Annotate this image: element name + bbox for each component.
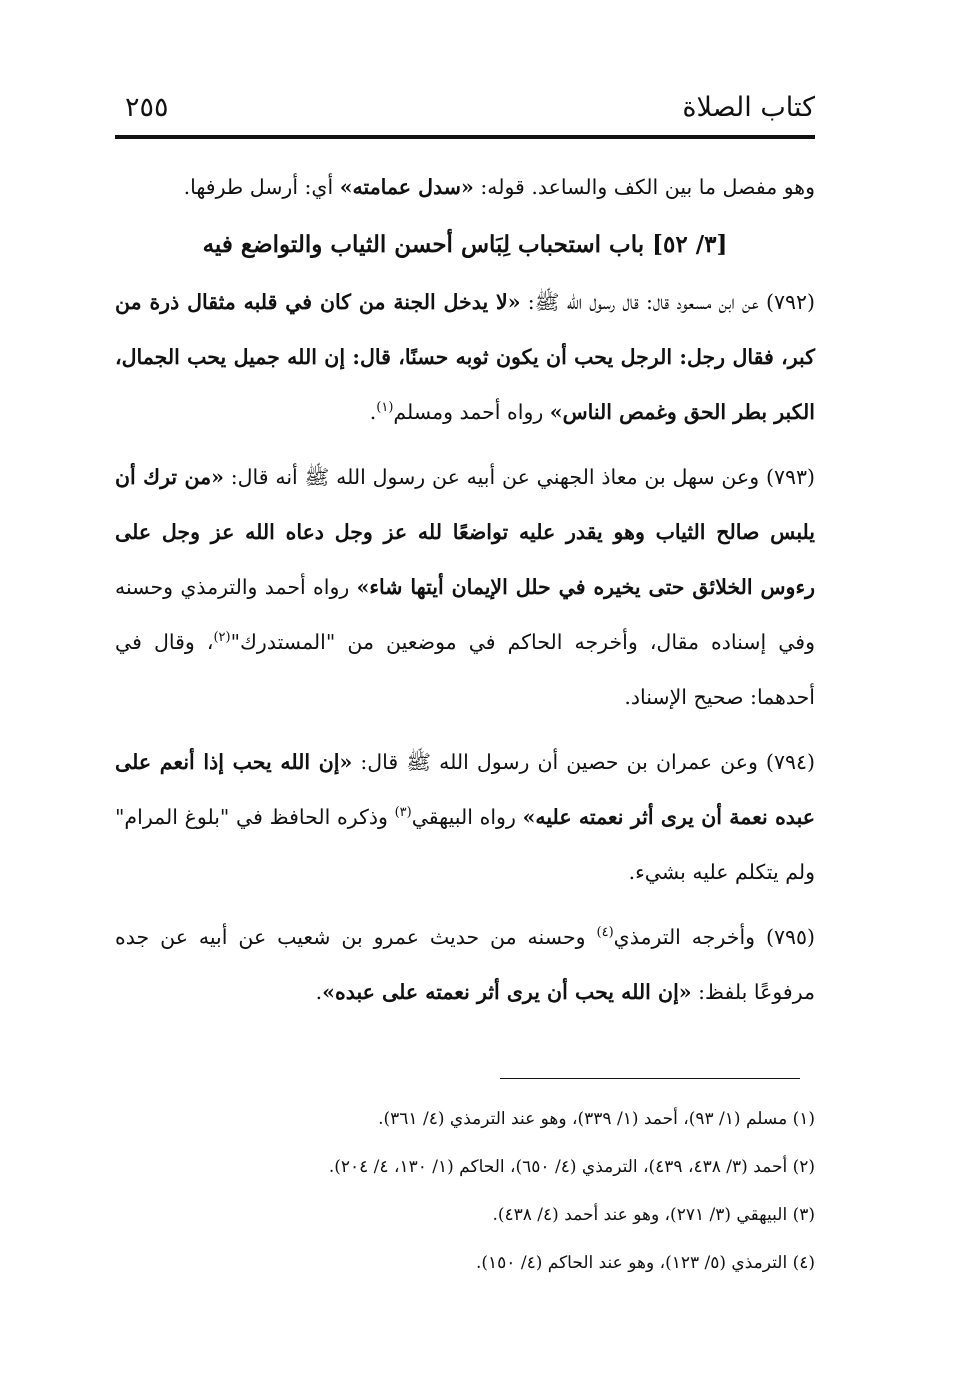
- hadith-794-intro: (٧٩٤) وعن عمران بن حصين أن رسول الله ﷺ قال:: [352, 750, 815, 774]
- intro-text-after: أي: أرسل طرفها.: [183, 175, 340, 199]
- footnote-4: (٤) الترمذي (٥/ ١٢٣)، وهو عند الحاكم (٤/ ١٥٠).: [475, 1253, 815, 1273]
- header-rule: [115, 135, 815, 139]
- hadith-794-source: رواه البيهقي: [411, 805, 523, 829]
- footnote-ref-3[interactable]: (٣): [394, 805, 412, 821]
- footnote-ref-2[interactable]: (٢): [213, 630, 231, 646]
- page-header: [115, 88, 815, 132]
- hadith-795-end: .: [315, 980, 323, 1004]
- hadith-794-quote: «إن الله يحب إذا أنعم على عبده نعمة أن يرى أثر نعمته عليه»: [115, 750, 815, 829]
- hadith-792-intro: (٧٩٢) عن ابن مسعود قال: قال رسول الله ﷺ:: [520, 290, 815, 314]
- footnote-ref-4[interactable]: (٤): [596, 925, 614, 941]
- footnote-3: (٣) البيهقي (٣/ ٢٧١)، وهو عند أحمد (٤/ ٤٣٨).: [492, 1205, 815, 1225]
- hadith-793-intro: (٧٩٣) وعن سهل بن معاذ الجهني عن أبيه عن رسول الله ﷺ أنه قال:: [223, 465, 815, 489]
- main-text: [115, 160, 815, 1020]
- hadith-792: [115, 275, 815, 440]
- hadith-794-end: وذكره الحافظ في "بلوغ المرام" ولم يتكلم عليه بشيء.: [115, 805, 815, 884]
- intro-quote: «سدل عمامته»: [339, 175, 474, 199]
- hadith-793: [115, 450, 815, 725]
- intro-paragraph: [115, 160, 815, 215]
- hadith-795-quote: «إن الله يحب أن يرى أثر نعمته على عبده»: [322, 980, 692, 1004]
- hadith-795-intro: (٧٩٥) وأخرجه الترمذي: [613, 925, 816, 949]
- footnote-2: (٢) أحمد (٣/ ٤٣٨، ٤٣٩)، الترمذي (٤/ ٦٥٠)، الحاكم (١/ ١٣٠، ٤/ ٢٠٤).: [328, 1157, 815, 1177]
- hadith-795-middle: وحسنه من حديث عمرو بن شعيب عن أبيه عن جده مرفوعًا بلفظ:: [115, 925, 815, 1004]
- chapter-heading: [٣/ ٥٢] باب استحباب لِبَاس أحسن الثياب والتواضع فيه: [202, 231, 728, 258]
- hadith-793-source: رواه أحمد والترمذي وحسنه وفي إسناده مقال، وأخرجه الحاكم في موضعين من "المستدرك": [115, 575, 815, 654]
- footnote-1: (١) مسلم (١/ ٩٣)، أحمد (١/ ٣٣٩)، وهو عند الترمذي (٤/ ٣٦١).: [378, 1109, 815, 1129]
- hadith-793-end: ، وقال في أحدهما: صحيح الإسناد.: [115, 630, 815, 709]
- hadith-792-quote: «لا يدخل الجنة من كان في قلبه مثقال ذرة من كبر، فقال رجل: الرجل يحب أن يكون ثوبه حسنًا، قال: إن الله جميل يحب الجمال، الكبر بطر الحق وغمص الناس»: [115, 290, 815, 424]
- footnotes: [115, 1095, 815, 1287]
- hadith-795: [115, 910, 815, 1020]
- hadith-792-source: رواه أحمد ومسلم: [393, 400, 550, 424]
- footnote-separator: [500, 1078, 800, 1079]
- hadith-794: [115, 735, 815, 900]
- hadith-792-end: .: [369, 400, 377, 424]
- footnote-ref-1[interactable]: (١): [376, 400, 394, 416]
- page-number: ٢٥٥: [125, 92, 169, 123]
- hadith-793-quote: «من ترك أن يلبس صالح الثياب وهو يقدر عليه تواضعًا لله عز وجل دعاه الله عز وجل على رءوس الخلائق حتى يخيره في حلل الإيمان أيتها شاء»: [115, 465, 815, 599]
- running-title: كتاب الصلاة: [682, 92, 815, 123]
- intro-text-before: وهو مفصل ما بين الكف والساعد. قوله:: [473, 175, 815, 199]
